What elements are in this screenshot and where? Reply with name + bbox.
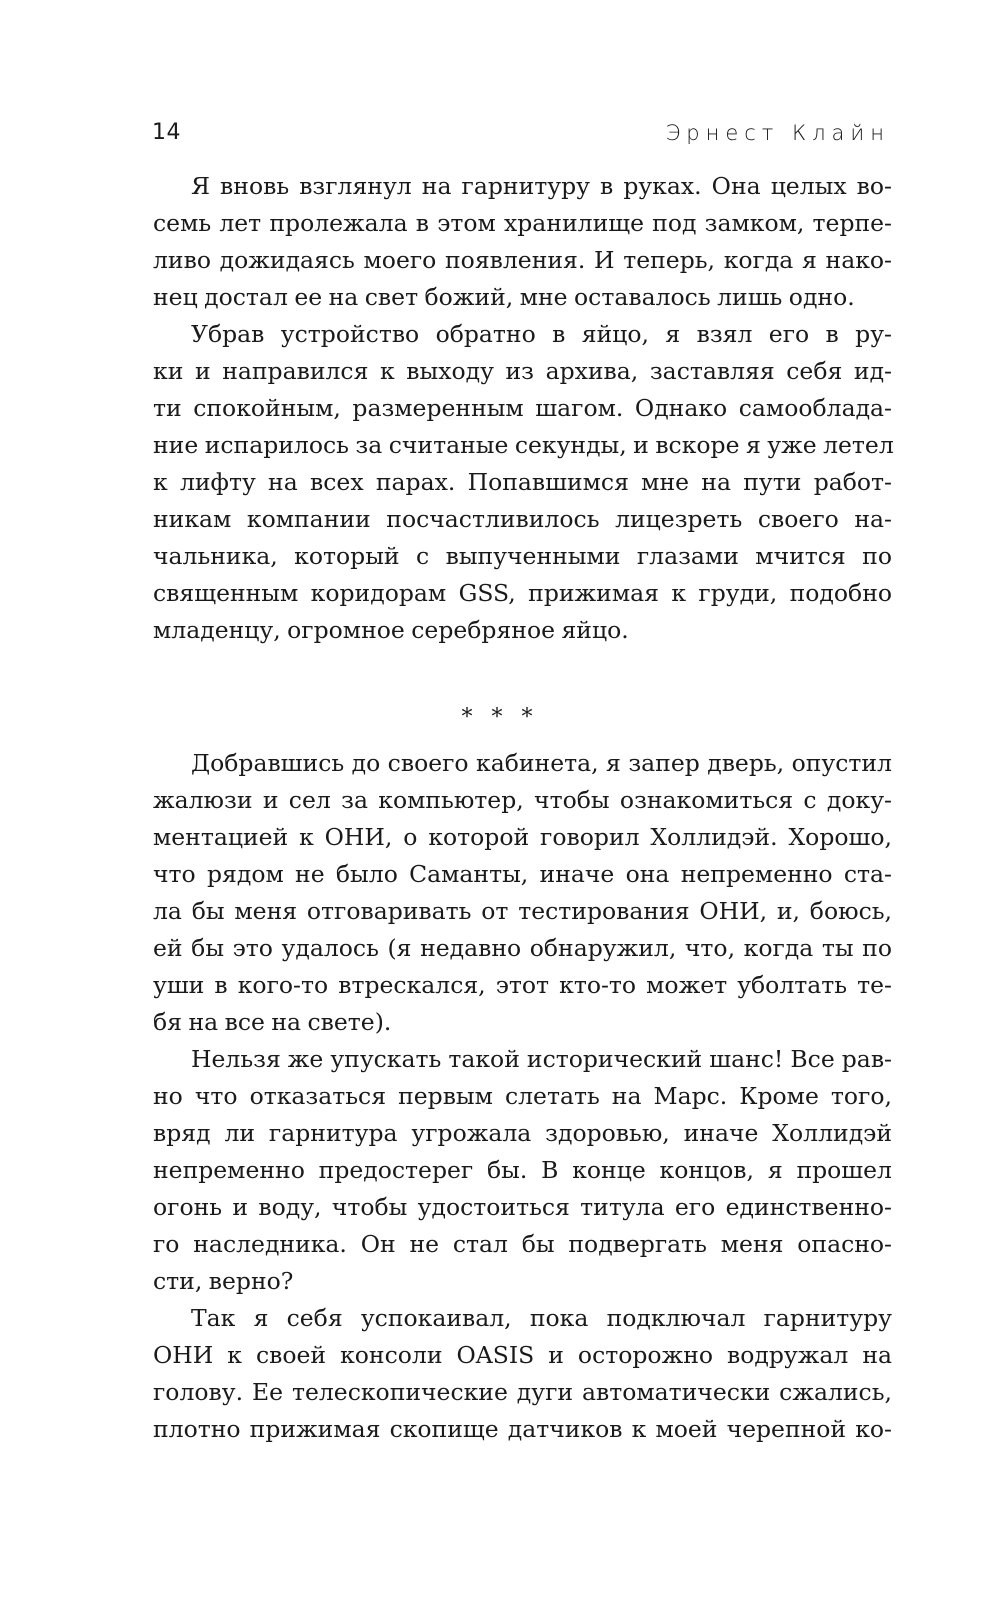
text-line: ей бы это удалось (я недавно обнаружил, что, когда ты по — [153, 934, 892, 962]
text-line: ливо дожидаясь моего появления. И теперь, когда я нако- — [153, 246, 892, 274]
text-line: непременно предостерег бы. В конце концов, я прошел — [153, 1156, 892, 1184]
text-line: чальника, который с выпученными глазами мчится по — [153, 542, 892, 570]
text-line: Убрав устройство обратно в яйцо, я взял его в ру- — [191, 320, 892, 348]
text-line: вряд ли гарнитура угрожала здоровью, иначе Холлидэй — [153, 1119, 892, 1147]
text-line: что рядом не было Саманты, иначе она непременно ста- — [153, 860, 892, 888]
text-line: к лифту на всех парах. Попавшимся мне на пути работ- — [153, 468, 892, 496]
text-line: ние испарилось за считаные секунды, и вскоре я уже летел — [153, 431, 894, 459]
text-line: Я вновь взглянул на гарнитуру в руках. Она целых во- — [191, 172, 892, 200]
section-1-text — [153, 168, 892, 649]
text-line: Нельзя же упускать такой исторический шанс! Все рав- — [191, 1045, 892, 1073]
text-line: жалюзи и сел за компьютер, чтобы ознакомиться с доку- — [153, 786, 892, 814]
text-line: уши в кого-то втрескался, этот кто-то может уболтать те- — [153, 971, 892, 999]
text-line: но что отказаться первым слетать на Марс. Кроме того, — [153, 1082, 892, 1110]
text-line: нец достал ее на свет божий, мне оставалось лишь одно. — [153, 283, 855, 311]
text-line: младенцу, огромное серебряное яйцо. — [153, 616, 629, 644]
running-head-author: Эрнест Клайн — [665, 121, 890, 145]
text-line: ти спокойным, размеренным шагом. Однако самооблада- — [153, 394, 892, 422]
text-line: огонь и воду, чтобы удостоиться титула его единственно- — [153, 1193, 892, 1221]
page-number: 14 — [152, 120, 181, 145]
text-line: никам компании посчастливилось лицезреть своего на- — [153, 505, 892, 533]
section-break-asterisks: * * * — [461, 705, 539, 730]
text-line: Добравшись до своего кабинета, я запер дверь, опустил — [191, 749, 892, 777]
text-line: священным коридорам GSS, прижимая к груди, подобно — [153, 579, 892, 607]
text-line: ОНИ к своей консоли OASIS и осторожно водружал на — [153, 1341, 892, 1369]
text-line: голову. Ее телескопические дуги автоматически сжались, — [153, 1378, 892, 1406]
text-line: Так я себя успокаивал, пока подключал гарнитуру — [191, 1304, 892, 1332]
page-header — [152, 118, 890, 152]
text-line: бя на все на свете). — [153, 1008, 392, 1036]
text-line: ла бы меня отговаривать от тестирования ОНИ, и, боюсь, — [153, 897, 892, 925]
section-2-text — [153, 745, 892, 1448]
text-line: ментацией к ОНИ, о которой говорил Холлидэй. Хорошо, — [153, 823, 892, 851]
text-line: плотно прижимая скопище датчиков к моей черепной ко- — [153, 1415, 892, 1443]
text-line: ки и направился к выходу из архива, заставляя себя ид- — [153, 357, 892, 385]
text-line: сти, верно? — [153, 1267, 294, 1295]
text-line: семь лет пролежала в этом хранилище под замком, терпе- — [153, 209, 892, 237]
text-line: го наследника. Он не стал бы подвергать меня опасно- — [153, 1230, 892, 1258]
